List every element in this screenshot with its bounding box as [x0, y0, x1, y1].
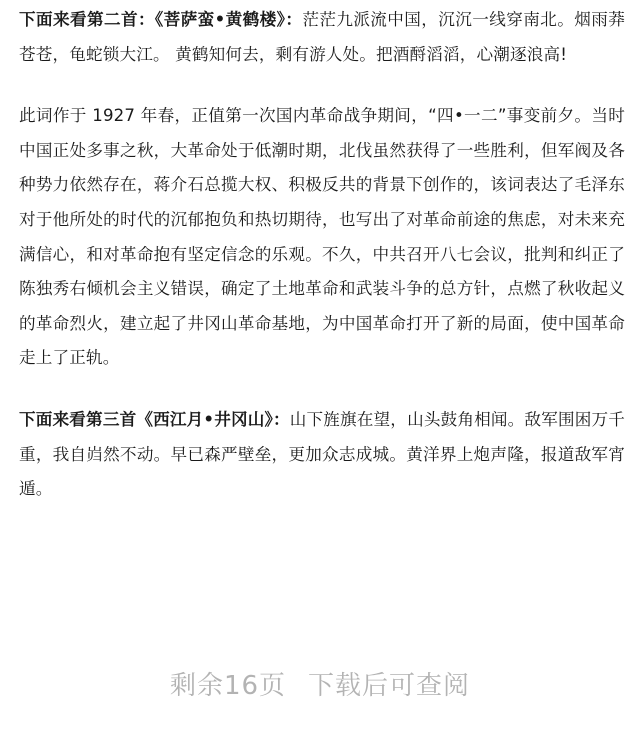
paragraph-poem-2 [19, 3, 625, 72]
download-to-read-more-banner[interactable] [0, 665, 640, 702]
paragraph-poem-3 [19, 403, 625, 507]
paragraph-poem-2-commentary [19, 99, 625, 376]
document-body [19, 3, 625, 507]
download-prompt-label: 下载后可查阅 [308, 671, 471, 701]
poem-3-text: 山下旌旗在望，山头鼓角相闻。敌军围困万千重，我自岿然不动。早已森严壁垒，更加众志成城。黄洋界上炮声隆，报道敌军宵遁。 [19, 409, 625, 499]
remaining-pages-label: 剩余16页 [169, 671, 287, 701]
commentary-text: 此词作于 1927 年春，正值第一次国内革命战争期间，“四•一二”事变前夕。当时中国正处多事之秋，大革命处于低潮时期，北伐虽然获得了一些胜利，但军阀及各种势力依然存在，蒋介石总揽大权、积极反共的背景下创作的，该词表达了毛泽东对于他所处的时代的沉郁抱负和热切期待，也写出了对革命前途的焦虑，对未来充满信心，和对革命抱有坚定信念的乐观。不久，中共召开八七会议，批判和纠正了陈独秀右倾机会主义错误，确定了土地革命和武装斗争的总方针，点燃了秋收起义的革命烈火，建立起了井冈山革命基地，为中国革命打开了新的局面，使中国革命走上了正轨。 [19, 106, 625, 368]
poem-2-text: 茫茫九派流中国，沉沉一线穿南北。烟雨莽苍苍，龟蛇锁大江。 黄鹤知何去，剩有游人处。把酒酹滔滔，心潮逐浪高! [19, 10, 625, 64]
section-heading-poem-2: 下面来看第二首：《菩萨蛮•黄鹤楼》： [19, 10, 303, 29]
section-heading-poem-3: 下面来看第三首《西江月•井冈山》： [19, 409, 290, 429]
